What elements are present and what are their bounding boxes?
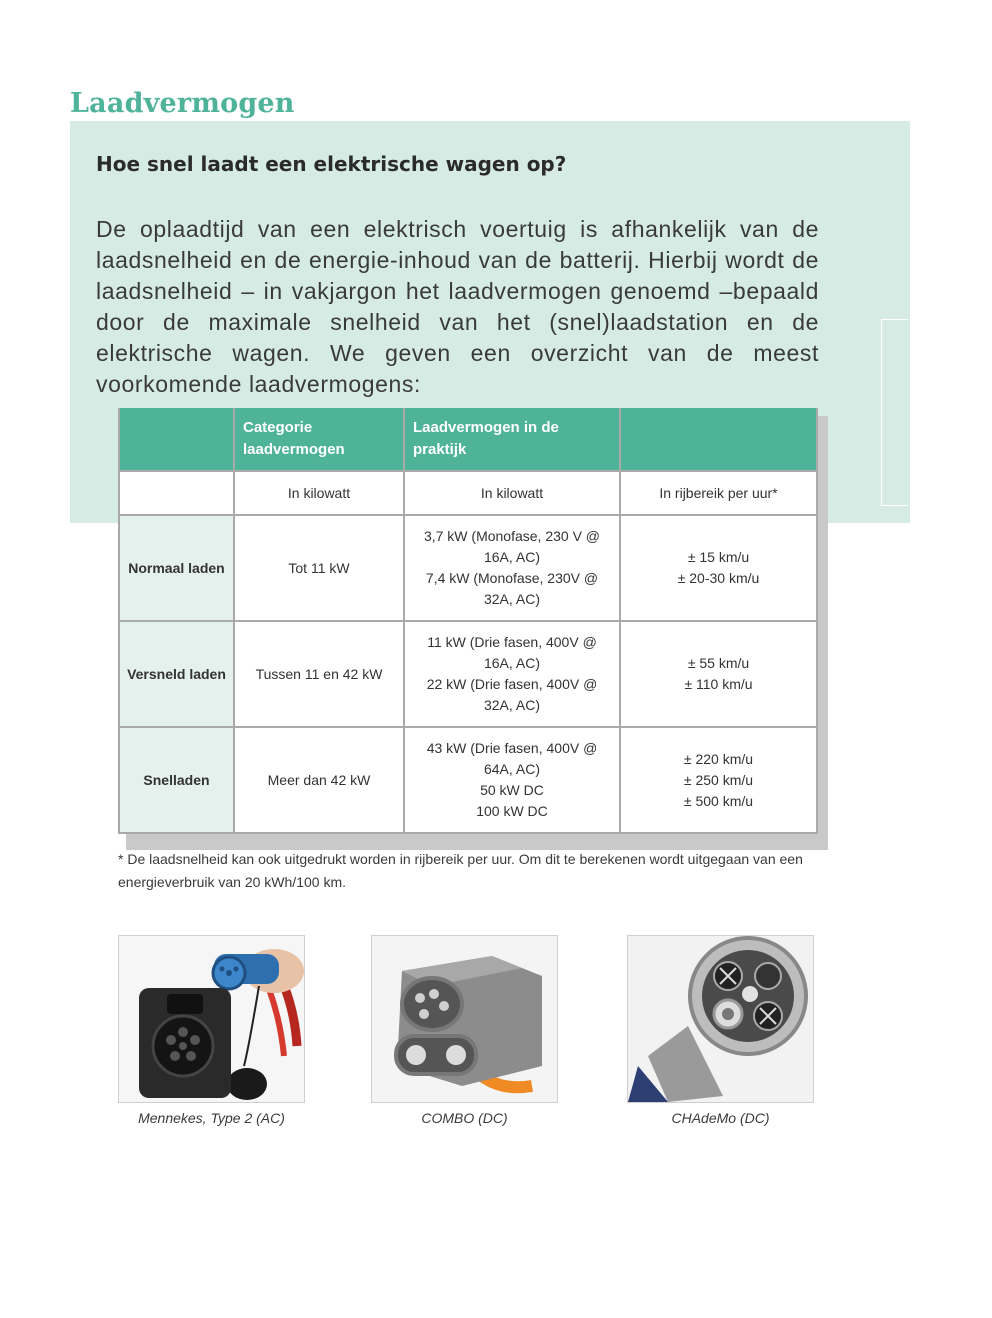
photo-caption: COMBO (DC) <box>421 1110 508 1126</box>
range-cell <box>620 727 817 833</box>
table-header-cell <box>119 408 234 471</box>
practice-cell <box>404 515 620 621</box>
category-cell: Meer dan 42 kW <box>234 727 404 833</box>
combo-ccs-connector-icon <box>372 936 557 1102</box>
row-label: Snelladen <box>119 727 234 833</box>
category-cell: Tot 11 kW <box>234 515 404 621</box>
row-label: Versneld laden <box>119 621 234 727</box>
section-subtitle: Hoe snel laadt een elektrische wagen op? <box>96 152 567 176</box>
mennekes-type2-connector-icon <box>119 936 304 1102</box>
side-tab-marker <box>881 319 908 506</box>
table-unit-cell: In kilowatt <box>234 471 404 515</box>
practice-line: 7,4 kW (Monofase, 230V @ 32A, AC) <box>425 570 599 607</box>
table-unit-cell: In kilowatt <box>404 471 620 515</box>
range-line: ± 55 km/u <box>687 655 750 671</box>
table-header-row <box>119 408 817 471</box>
practice-line: 100 kW DC <box>476 803 548 819</box>
chademo-connector-icon <box>628 936 813 1102</box>
range-line: ± 20-30 km/u <box>677 570 760 586</box>
photo-caption: CHAdeMo (DC) <box>671 1110 770 1126</box>
range-cell <box>620 621 817 727</box>
table-row <box>119 727 817 833</box>
combo-ccs-connector-photo <box>371 935 558 1103</box>
practice-line: 50 kW DC <box>480 782 544 798</box>
table-row <box>119 621 817 727</box>
table-header-cell: Laadvermogen in de praktijk <box>404 408 620 471</box>
range-line: ± 500 km/u <box>683 792 754 809</box>
range-cell <box>620 515 817 621</box>
mennekes-type2-connector-photo <box>118 935 305 1103</box>
practice-line: 22 kW (Drie fasen, 400V @ 32A, AC) <box>426 676 598 713</box>
category-cell: Tussen 11 en 42 kW <box>234 621 404 727</box>
charging-power-table <box>118 408 818 834</box>
photo-caption: Mennekes, Type 2 (AC) <box>138 1110 285 1126</box>
table-header-cell <box>620 408 817 471</box>
range-line: ± 15 km/u <box>687 549 750 565</box>
row-label: Normaal laden <box>119 515 234 621</box>
table-unit-cell: In rijbereik per uur* <box>620 471 817 515</box>
practice-line: 43 kW (Drie fasen, 400V @ 64A, AC) <box>426 740 598 777</box>
intro-paragraph: De oplaadtijd van een elektrisch voertuig is afhankelijk van de laadsnelheid en de energie-inhoud van de batterij. Hierbij wordt de laadsnelheid – in vakjargon het laadvermogen genoemd –bepaald door de maximale snelheid van het (snel)laadstation en de elektrische wagen. We geven een overzicht van de meest voorkomende laadvermogens: <box>96 216 819 397</box>
table-footnote: * De laadsnelheid kan ook uitgedrukt worden in rijbereik per uur. Om dit te berekenen wordt uitgegaan van een energieverbruik van 20 kWh/100 km. <box>118 851 803 890</box>
practice-cell <box>404 621 620 727</box>
practice-cell <box>404 727 620 833</box>
range-line: ± 110 km/u <box>684 676 753 692</box>
practice-line: 11 kW (Drie fasen, 400V @ 16A, AC) <box>427 634 597 671</box>
table-unit-cell <box>119 471 234 515</box>
table-units-row <box>119 471 817 515</box>
range-line: ± 250 km/u <box>683 771 754 788</box>
chademo-connector-photo <box>627 935 814 1103</box>
range-line: ± 220 km/u <box>683 750 754 767</box>
table-row <box>119 515 817 621</box>
table-header-cell: Categorie laadvermogen <box>234 408 404 471</box>
page-title: Laadvermogen <box>70 88 295 119</box>
practice-line: 3,7 kW (Monofase, 230 V @ 16A, AC) <box>423 528 601 565</box>
